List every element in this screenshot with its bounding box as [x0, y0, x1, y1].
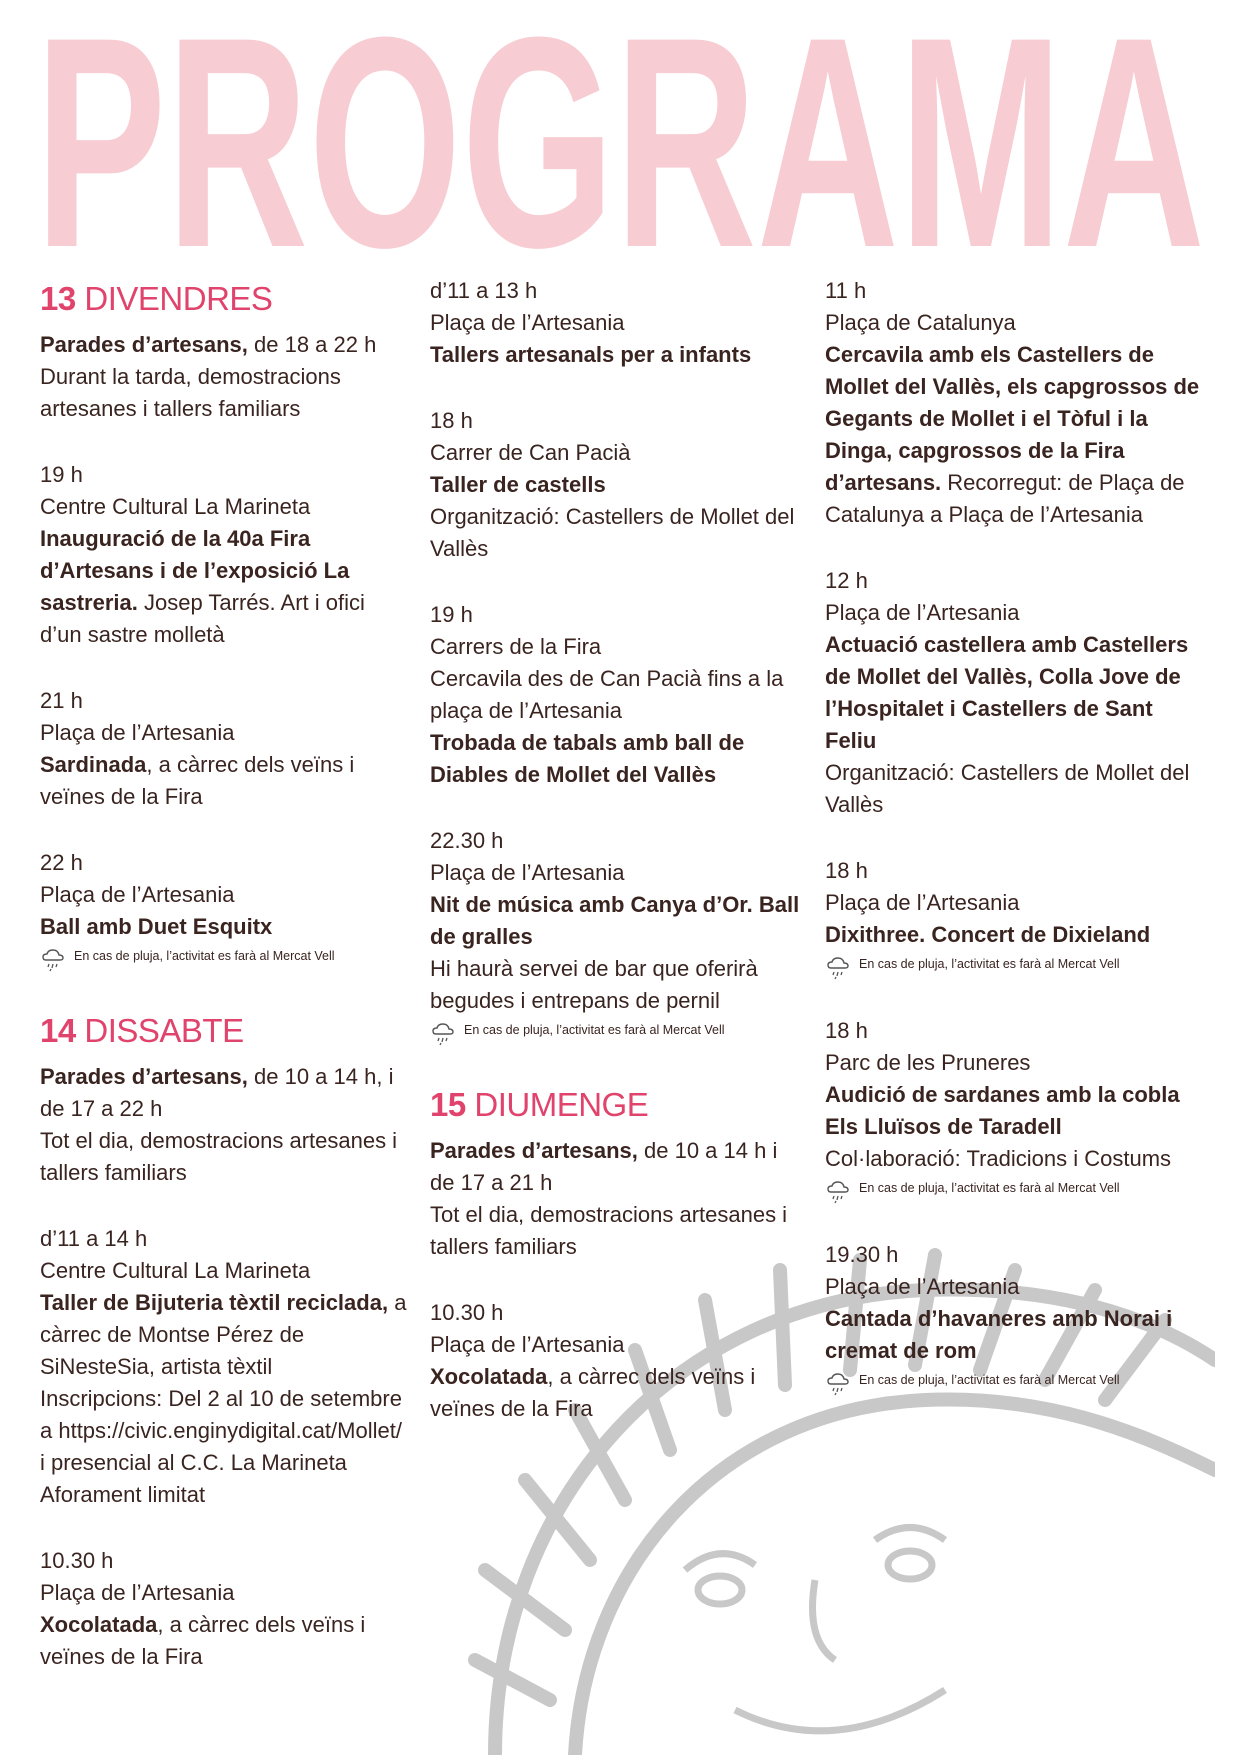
event-place: Parc de les Pruneres: [825, 1050, 1031, 1075]
column-2: [430, 275, 800, 1459]
rain-notice: En cas de pluja, l’activitat es farà al Mercat Vell: [825, 1371, 1205, 1397]
rain-cloud-icon: [40, 947, 66, 973]
event-xocolatada-dissabte: [40, 1545, 410, 1673]
rain-notice: En cas de pluja, l’activitat es farà al Mercat Vell: [40, 947, 410, 973]
event-parades-divendres: [40, 329, 410, 425]
event-detail: a càrrec de Montse Pérez de SiNesteSia, artista tèxtil: [40, 1290, 407, 1379]
event-description: Tot el dia, demostracions artesanes i tallers familiars: [430, 1202, 788, 1259]
rain-notice: En cas de pluja, l’activitat es farà al Mercat Vell: [825, 955, 1205, 981]
event-title: Taller de castells: [430, 472, 606, 497]
event-time: 11 h: [825, 278, 867, 303]
event-organizer: Organització: Castellers de Mollet del Vallès: [825, 760, 1190, 817]
event-place: Plaça de l’Artesania: [430, 860, 625, 885]
event-place: Plaça de Catalunya: [825, 310, 1016, 335]
event-title: Xocolatada: [430, 1364, 548, 1389]
event-place: Plaça de l’Artesania: [430, 310, 625, 335]
day-heading-14: 14 DISSABTE: [40, 1012, 244, 1049]
day-heading-13: 13 DIVENDRES: [40, 280, 273, 317]
event-place: Plaça de l’Artesania: [825, 600, 1020, 625]
event-place: Plaça de l’Artesania: [825, 890, 1020, 915]
event-xocolatada-diumenge: [430, 1297, 800, 1425]
event-hours: de 18 a 22 h: [247, 332, 377, 357]
event-title: Inauguració de la 40a Fira d’Artesans i de l’exposició La sastreria.: [40, 526, 350, 615]
event-time: d’11 a 14 h: [40, 1226, 148, 1251]
column-3: [825, 275, 1205, 1431]
column-1: [40, 275, 410, 1707]
event-collaborator: Col·laboració: Tradicions i Costums: [825, 1146, 1172, 1171]
event-time: 21 h: [40, 688, 83, 713]
event-detail: Josep Tarrés. Art i ofici d’un sastre molletà: [40, 590, 365, 647]
event-taller-castells: [430, 405, 800, 565]
event-description: Tot el dia, demostracions artesanes i tallers familiars: [40, 1128, 398, 1185]
event-title: Parades d’artesans,: [40, 332, 248, 357]
event-title: Trobada de tabals amb ball de Diables de Mollet del Vallès: [430, 730, 745, 787]
event-title: Tallers artesanals per a infants: [430, 342, 752, 367]
event-title: Parades d’artesans,: [430, 1138, 638, 1163]
event-organizer: Organització: Castellers de Mollet del Vallès: [430, 504, 795, 561]
event-place: Plaça de l’Artesania: [825, 1274, 1020, 1299]
event-parades-dissabte: [40, 1061, 410, 1189]
event-place: Centre Cultural La Marineta: [40, 494, 311, 519]
event-time: 18 h: [825, 1018, 868, 1043]
event-hours: de 10 a 14 h, i de 17 a 22 h: [40, 1064, 394, 1121]
event-time: 18 h: [430, 408, 473, 433]
event-actuacio-castellera: [825, 565, 1205, 821]
event-time: 22 h: [40, 850, 83, 875]
event-time: 18 h: [825, 858, 868, 883]
event-cercavila: [825, 275, 1205, 531]
event-time: 10.30 h: [40, 1548, 114, 1573]
event-detail: , a càrrec dels veïns i veïnes de la Fira: [430, 1364, 756, 1421]
event-registration-info: Inscripcions: Del 2 al 10 de setembre a https://civic.enginydigital.cat/Mollet/ i presencial al C.C. La Marineta: [40, 1386, 402, 1475]
event-place: Centre Cultural La Marineta: [40, 1258, 311, 1283]
event-title: Xocolatada: [40, 1612, 158, 1637]
event-detail: Recorregut: de Plaça de Catalunya a Plaça de l’Artesania: [825, 470, 1185, 527]
event-place: Plaça de l’Artesania: [430, 1332, 625, 1357]
event-parades-diumenge: [430, 1135, 800, 1263]
event-time: 19.30 h: [825, 1242, 899, 1267]
event-place: Plaça de l’Artesania: [40, 882, 235, 907]
rain-notice: En cas de pluja, l’activitat es farà al Mercat Vell: [825, 1179, 1205, 1205]
page-title-text: PROGRAMA: [35, 8, 1205, 258]
event-time: 22.30 h: [430, 828, 504, 853]
rain-cloud-icon: [825, 1371, 851, 1397]
event-tallers-infants: [430, 275, 800, 371]
event-place: Plaça de l’Artesania: [40, 720, 235, 745]
page-title: [30, 8, 1210, 258]
rain-cloud-icon: [430, 1021, 456, 1047]
event-hours: de 10 a 14 h i de 17 a 21 h: [430, 1138, 778, 1195]
event-nit-musica: [430, 825, 800, 1047]
event-title: Cantada d’havaneres amb Norai i cremat de rom: [825, 1306, 1173, 1363]
event-inauguracio: [40, 459, 410, 651]
event-capacity-note: Aforament limitat: [40, 1482, 206, 1507]
event-place: Plaça de l’Artesania: [40, 1580, 235, 1605]
day-heading-15: 15 DIUMENGE: [430, 1086, 649, 1123]
event-place: Carrer de Can Pacià: [430, 440, 631, 465]
event-description: Durant la tarda, demostracions artesanes i tallers familiars: [40, 364, 341, 421]
event-cantada-havaneres: [825, 1239, 1205, 1397]
event-audicio-sardanes: [825, 1015, 1205, 1205]
event-title: Taller de Bijuteria tèxtil reciclada,: [40, 1290, 389, 1315]
event-title: Audició de sardanes amb la cobla Els Lluïsos de Taradell: [825, 1082, 1180, 1139]
event-title: Dixithree. Concert de Dixieland: [825, 922, 1151, 947]
event-description: Hi haurà servei de bar que oferirà begudes i entrepans de pernil: [430, 956, 758, 1013]
event-time: 19 h: [430, 602, 473, 627]
event-detail: , a càrrec dels veïns i veïnes de la Fira: [40, 1612, 366, 1669]
event-dixithree: [825, 855, 1205, 981]
event-title: Parades d’artesans,: [40, 1064, 248, 1089]
event-sardinada: [40, 685, 410, 813]
event-place: Carrers de la Fira: [430, 634, 602, 659]
event-title: Ball amb Duet Esquitx: [40, 914, 273, 939]
event-taller-bijuteria: [40, 1223, 410, 1511]
event-title: Actuació castellera amb Castellers de Mollet del Vallès, Colla Jove de l’Hospitalet i Castellers de Sant Feliu: [825, 632, 1189, 753]
event-time: 19 h: [40, 462, 83, 487]
rain-cloud-icon: [825, 1179, 851, 1205]
event-title: Nit de música amb Canya d’Or. Ball de gralles: [430, 892, 800, 949]
event-time: d’11 a 13 h: [430, 278, 538, 303]
event-title: Sardinada: [40, 752, 147, 777]
event-ball-duet-esquitx: [40, 847, 410, 973]
rain-cloud-icon: [825, 955, 851, 981]
event-trobada-tabals: [430, 599, 800, 791]
rain-notice: En cas de pluja, l’activitat es farà al Mercat Vell: [430, 1021, 800, 1047]
event-detail: , a càrrec dels veïns i veïnes de la Fira: [40, 752, 355, 809]
event-time: 12 h: [825, 568, 868, 593]
event-description: Cercavila des de Can Pacià fins a la plaça de l’Artesania: [430, 666, 784, 723]
event-time: 10.30 h: [430, 1300, 504, 1325]
event-title: Cercavila amb els Castellers de Mollet del Vallès, els capgrossos de Gegants de Mollet i el Tòful i la Dinga, capgrossos de la Fira d’artesans.: [825, 342, 1200, 495]
